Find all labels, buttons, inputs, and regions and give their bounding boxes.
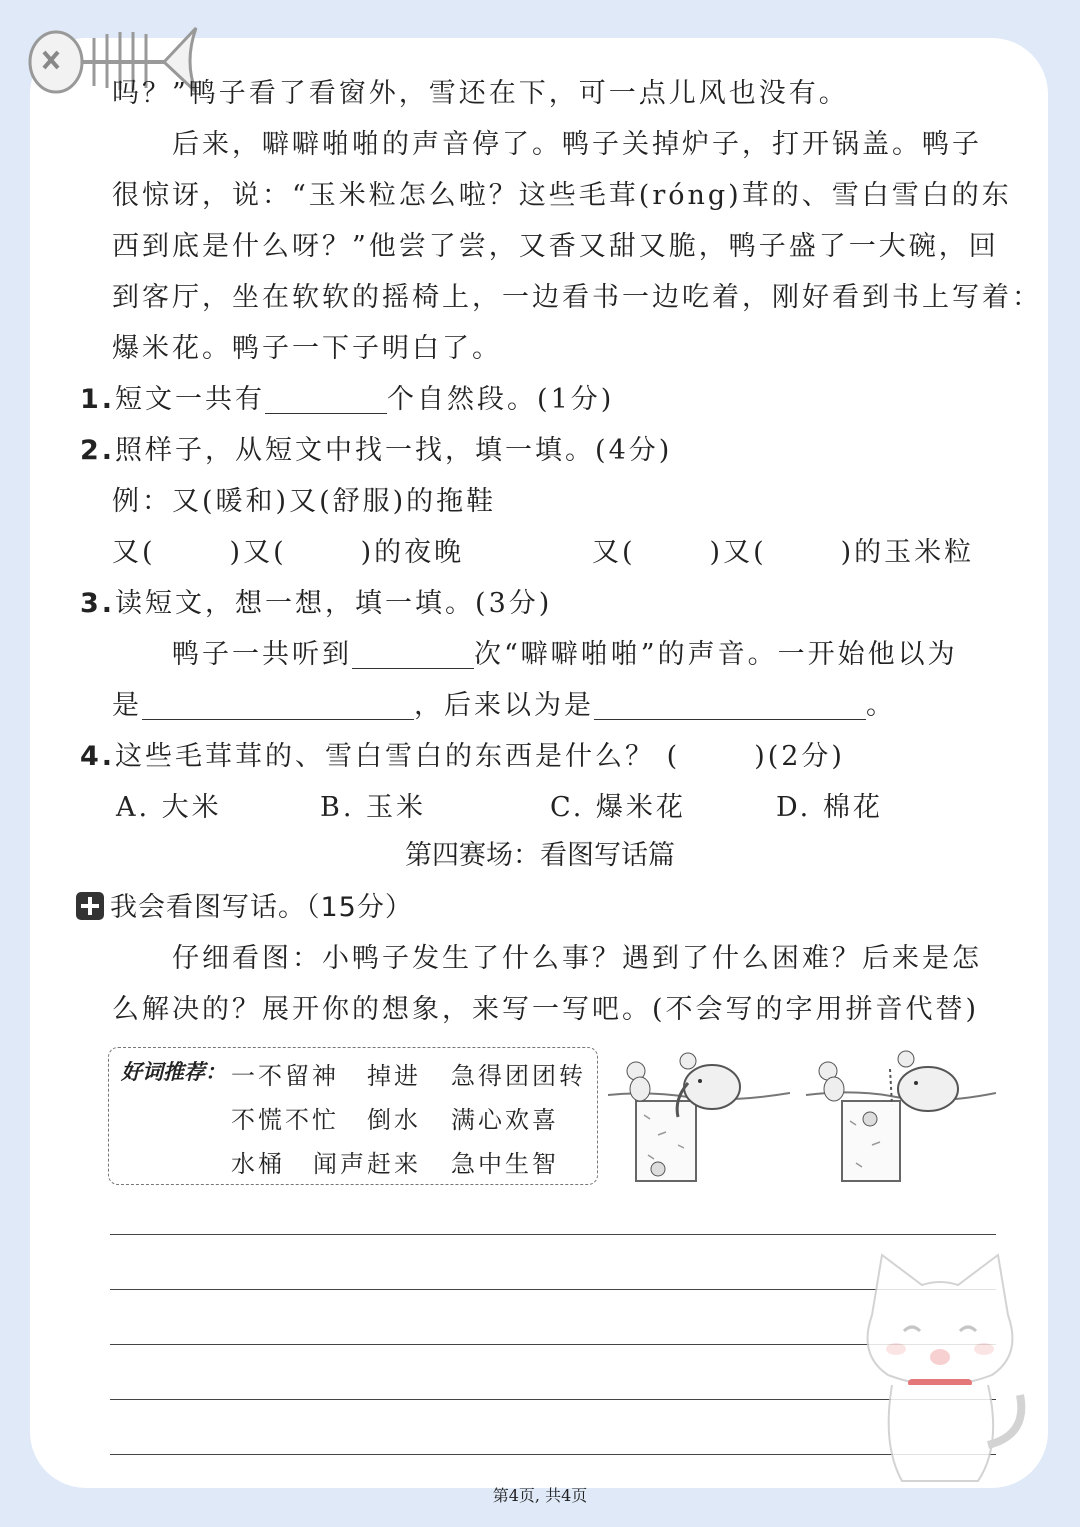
answer-blank[interactable] [142, 691, 414, 720]
word-item: 急得团团转 [451, 1062, 586, 1090]
fill-text: )又( [709, 537, 767, 568]
word-box [108, 1047, 598, 1185]
q3-line-1 [172, 637, 958, 673]
task-heading-text: 我会看图写话。（15分） [110, 892, 413, 923]
word-item: 水桶 [231, 1150, 285, 1178]
fill-text: 又( [112, 537, 156, 568]
fill-text: ，后来以为是 [414, 690, 594, 721]
writing-line[interactable] [110, 1234, 996, 1235]
fill-text: 鸭子一共听到 [172, 639, 352, 670]
option-a[interactable]: A. 大米 [116, 792, 222, 823]
section-title: 第四赛场：看图写话篇 [405, 840, 675, 871]
fill-text: 。 [866, 690, 896, 721]
option-d[interactable]: D. 棉花 [776, 792, 883, 823]
question-number: 3. [80, 588, 116, 619]
question-text: 这些毛茸茸的、雪白雪白的东西是什么？ [115, 741, 656, 772]
passage-line: 爆米花。鸭子一下子明白了。 [112, 333, 502, 364]
question-number: 1. [80, 384, 116, 415]
plus-icon [76, 892, 104, 920]
fill-text: 又( [592, 537, 636, 568]
answer-blank[interactable] [594, 691, 866, 720]
question-number: 4. [80, 741, 116, 772]
task-prompt: 仔细看图：小鸭子发生了什么事？遇到了什么困难？后来是怎 [172, 943, 982, 974]
answer-paren: )(2分) [754, 741, 845, 772]
cat-icon [852, 1245, 1028, 1485]
word-item: 不慌不忙 [231, 1106, 339, 1134]
task-heading [76, 890, 413, 926]
question-text: 照样子，从短文中找一找，填一填。(4分) [115, 435, 673, 466]
word-box-title: 好词推荐： [121, 1059, 226, 1084]
fill-item-corn[interactable] [592, 535, 974, 571]
story-picture-2 [806, 1045, 996, 1185]
word-item: 闻声赶来 [313, 1150, 421, 1178]
q3-line-2 [112, 688, 896, 724]
word-item: 一不留神 [231, 1062, 339, 1090]
fill-item-night[interactable] [112, 535, 464, 571]
question-text: 个自然段。(1分) [387, 384, 615, 415]
question-4 [80, 739, 845, 775]
word-item: 满心欢喜 [451, 1106, 559, 1134]
passage-line: 到客厅，坐在软软的摇椅上，一边看书一边吃着，刚好看到书上写着： [112, 282, 1042, 313]
word-item: 掉进 [367, 1062, 421, 1090]
task-prompt: 么解决的？展开你的想象，来写一写吧。(不会写的字用拼音代替) [112, 994, 980, 1025]
answer-paren: ( [666, 741, 681, 772]
question-1 [80, 382, 614, 418]
question-2 [80, 433, 672, 469]
option-c[interactable]: C. 爆米花 [550, 792, 686, 823]
fill-text: 是 [112, 690, 142, 721]
question-text: 短文一共有 [115, 384, 266, 415]
fill-text: )的玉米粒 [840, 537, 975, 568]
story-picture-1 [608, 1045, 790, 1185]
fill-text: )的夜晚 [360, 537, 465, 568]
passage-line: 后来，噼噼啪啪的声音停了。鸭子关掉炉子，打开锅盖。鸭子 [172, 129, 982, 160]
option-b[interactable]: B. 玉米 [320, 792, 427, 823]
example-line: 例：又(暖和)又(舒服)的拖鞋 [112, 486, 497, 517]
page-number: 第4页, 共4页 [492, 1486, 588, 1505]
question-number: 2. [80, 435, 116, 466]
word-item: 急中生智 [451, 1150, 559, 1178]
answer-blank[interactable] [352, 640, 474, 669]
question-text: 读短文，想一想，填一填。(3分) [115, 588, 553, 619]
fill-text: 次“噼噼啪啪”的声音。一开始他以为 [474, 639, 958, 670]
passage-line: 西到底是什么呀？”他尝了尝，又香又甜又脆，鸭子盛了一大碗，回 [112, 231, 999, 262]
question-3 [80, 586, 552, 622]
answer-blank[interactable] [265, 385, 387, 414]
fill-text: )又( [229, 537, 287, 568]
passage-line: 吗？”鸭子看了看窗外，雪还在下，可一点儿风也没有。 [112, 78, 849, 109]
passage-line: 很惊讶，说：“玉米粒怎么啦？这些毛茸(róng)茸的、雪白雪白的东 [112, 180, 1012, 211]
word-item: 倒水 [367, 1106, 421, 1134]
